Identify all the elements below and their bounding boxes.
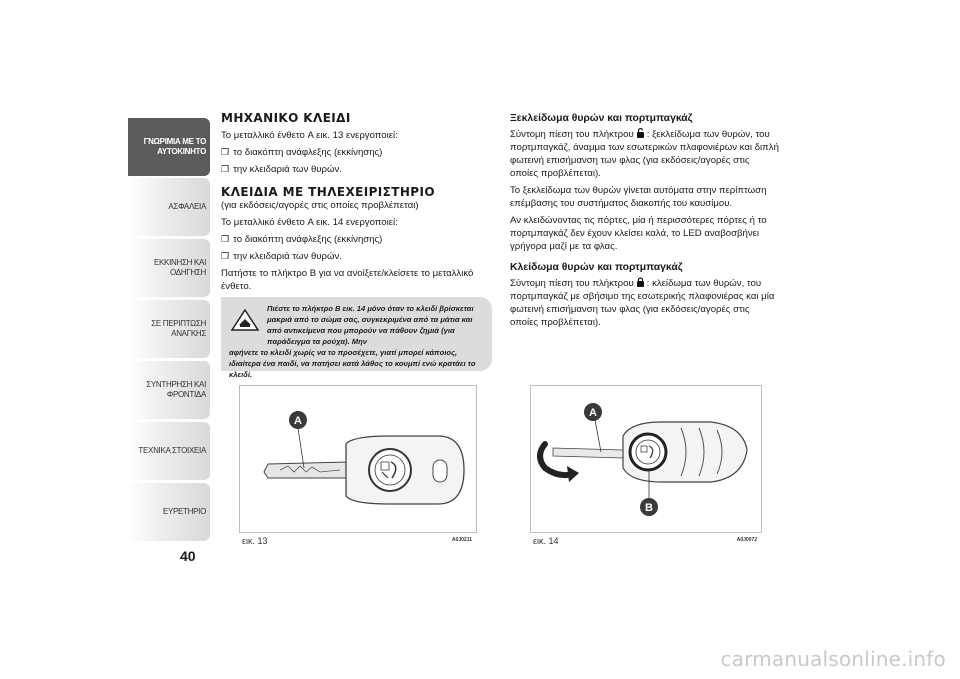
bullet-box-icon: ❒ (221, 147, 230, 157)
list-item: ❒ το διακόπτη ανάφλεξης (εκκίνησης) (221, 147, 383, 158)
figure-caption: εικ. 14 (533, 536, 559, 546)
unlock-paragraph-2: Το ξεκλείδωμα των θυρών γίνεται αυτόματα στην περίπτωση επέμβασης του συστήματος διακοπής του καυσίμου. (510, 185, 767, 209)
bullet-box-icon: ❒ (221, 234, 230, 244)
tab-maintenance[interactable]: ΣΥΝΤΗΡΗΣΗ ΚΑΙ ΦΡΟΝΤΙΔΑ (128, 361, 210, 419)
mechanical-key-title: ΜΗΧΑΝΙΚΟ ΚΛΕΙΔΙ (221, 111, 351, 125)
remote-key-illustration (531, 386, 761, 532)
unlock-padlock-icon (636, 128, 645, 138)
warning-text-lead: Πιέστε το πλήκτρο B εικ. 14 μόνο όταν το κλειδί βρίσκεται μακριά από το σώμα σας, συγκεκριμένα από τα μάτια και από αντικείμενα που μπορούν να πάθουν ζημιά (για παράδειγμα τα ρούχα). Μην (267, 304, 474, 346)
unlock-title: Ξεκλείδωμα θυρών και πορτμπαγκάζ (510, 113, 693, 124)
lock-padlock-icon (636, 277, 645, 287)
unlock-paragraph-1: Σύντομη πίεση του πλήκτρου : ξεκλείδωμα των θυρών, του πορτμπαγκάζ, άναμμα των εσωτερικών πλαφονιέρων και διπλή φωτεινή επισήμανση των φλας (για εκδόσεις/αγορές στις οποίες προβλέπεται). (510, 129, 779, 179)
warning-box (221, 297, 492, 379)
list-item: ❒ την κλειδαριά των θυρών. (221, 164, 342, 175)
tab-safety[interactable]: ΑΣΦΑΛΕΙΑ (128, 178, 210, 236)
remote-key-press-instruction: Πατήστε το πλήκτρο B για να ανοίξετε/κλείσετε το μεταλλικό ένθετο. (221, 268, 474, 292)
bullet-box-icon: ❒ (221, 164, 230, 174)
figure-code: A0J0211 (451, 537, 472, 543)
callout-a: A (589, 407, 597, 419)
callout-a: A (294, 415, 302, 427)
figure-13 (239, 385, 477, 546)
figure-code: A0J0072 (736, 537, 757, 543)
list-item: ❒ την κλειδαριά των θυρών. (221, 251, 342, 262)
warning-text-rest: αφήνετε το κλειδί χωρίς να το προσέχετε, γιατί μπορεί κάποιος, ιδιαίτερα ένα παιδί, να πατήσει κατά λάθος το κουμπί ενώ κρατάει το κλειδί. (229, 348, 476, 379)
remote-key-subtitle: (για εκδόσεις/αγορές στις οποίες προβλέπεται) (221, 200, 419, 211)
left-column (221, 112, 493, 297)
callout-b: B (645, 502, 653, 514)
lock-paragraph-1: Σύντομη πίεση του πλήκτρου : κλείδωμα των θυρών, του πορτμπαγκάζ με σβήσιμο της εσωτερικής πλαφονιέρας και μία φωτεινή επισήμανση των φλας (για εκδόσεις/αγορές στις οποίες προβλέπεται). (510, 278, 775, 328)
lock-title: Κλείδωμα θυρών και πορτμπαγκάζ (510, 262, 683, 273)
figure-caption: εικ. 13 (242, 536, 268, 546)
tab-emergency[interactable]: ΣΕ ΠΕΡΙΠΤΩΣΗ ΑΝΑΓΚΗΣ (128, 300, 210, 358)
page-number: 40 (180, 548, 196, 564)
figure-14 (530, 385, 762, 546)
tab-technical-data[interactable]: ΤΕΧΝΙΚΑ ΣΤΟΙΧΕΙΑ (128, 422, 210, 480)
mechanical-key-illustration (240, 386, 476, 532)
tab-getting-to-know[interactable]: ΓΝΩΡΙΜΙΑ ΜΕ ΤΟ ΑΥΤΟΚΙΝΗΤΟ (128, 118, 210, 176)
remote-key-title: ΚΛΕΙΔΙΑ ΜΕ ΤΗΛΕΧΕΙΡΙΣΤΗΡΙΟ (221, 185, 435, 199)
remote-key-intro: Το μεταλλικό ένθετο A εικ. 14 ενεργοποιεί: (221, 217, 398, 228)
mechanical-key-intro: Το μεταλλικό ένθετο A εικ. 13 ενεργοποιεί: (221, 130, 398, 141)
right-column (510, 112, 780, 333)
tab-starting-driving[interactable]: ΕΚΚΙΝΗΣΗ ΚΑΙ ΟΔΗΓΗΣΗ (128, 239, 210, 297)
tab-index[interactable]: ΕΥΡΕΤΗΡΙΟ (128, 483, 210, 541)
warning-triangle-icon (231, 309, 259, 331)
list-item: ❒ το διακόπτη ανάφλεξης (εκκίνησης) (221, 234, 383, 245)
bullet-box-icon: ❒ (221, 251, 230, 261)
watermark: carmanualsonline.info (720, 647, 946, 671)
unlock-paragraph-3: Αν κλειδώνοντας τις πόρτες, μία ή περισσότερες πόρτες ή το πορτμπαγκάζ δεν έχουν κλείσει καλά, το LED αναβοσβήνει γρήγορα μαζί με τα φλας. (510, 215, 767, 252)
